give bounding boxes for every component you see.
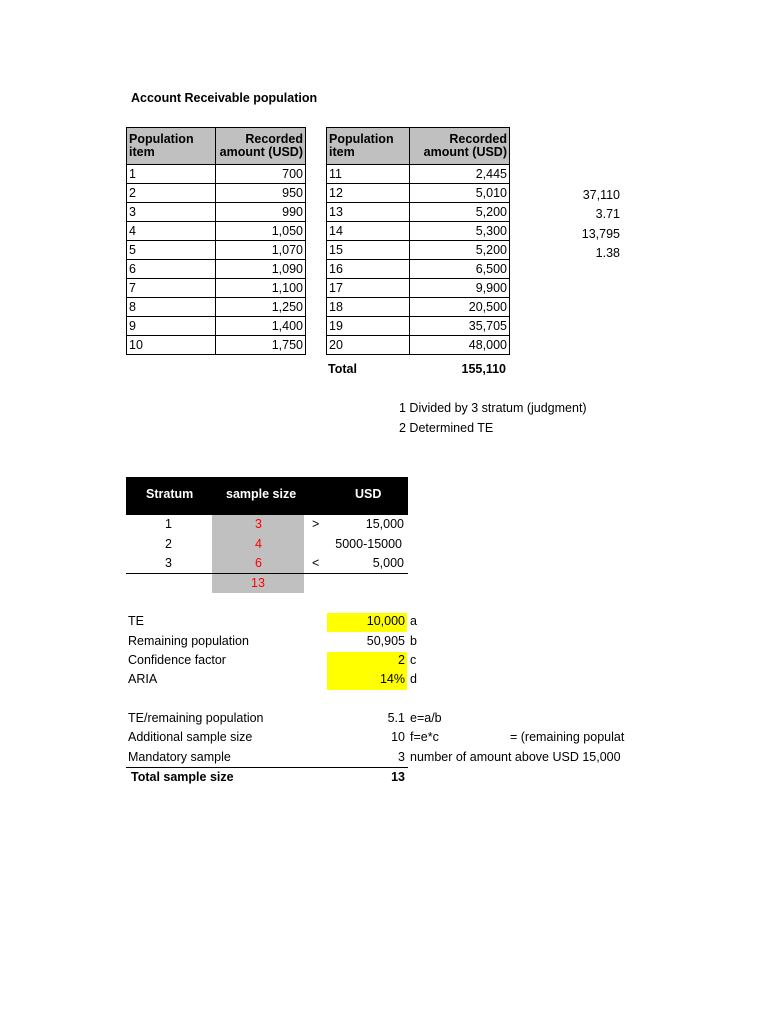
- total-sample-value: 13: [391, 770, 405, 784]
- cell-item: 4: [127, 222, 216, 241]
- stratum-usd: 5,000: [372, 556, 404, 570]
- table-row: [127, 317, 306, 336]
- cell-amount: 1,100: [216, 279, 306, 298]
- cell-amount: 5,200: [410, 241, 510, 260]
- side-value: 3.71: [595, 207, 620, 221]
- calc-value: 3: [398, 750, 405, 764]
- cell-item: 16: [327, 260, 410, 279]
- stratum-operator: <: [312, 556, 320, 570]
- cell-item: 12: [327, 184, 410, 203]
- calc-label: Additional sample size: [128, 730, 253, 744]
- cell-amount: 5,200: [410, 203, 510, 222]
- cell-amount: 1,050: [216, 222, 306, 241]
- stratum-sample-size: 3: [255, 517, 262, 531]
- side-value: 13,795: [581, 227, 620, 241]
- cell-amount: 1,400: [216, 317, 306, 336]
- table-row: [127, 184, 306, 203]
- stratum-number: 3: [165, 556, 172, 570]
- header-recorded-amount: Recorded amount (USD): [216, 128, 306, 165]
- table-row: [127, 241, 306, 260]
- param-label: ARIA: [128, 672, 158, 686]
- cell-amount: 5,300: [410, 222, 510, 241]
- stratum-usd: 15,000: [365, 517, 404, 531]
- cell-item: 9: [127, 317, 216, 336]
- cell-amount: 35,705: [410, 317, 510, 336]
- population-table-left: [126, 127, 306, 355]
- cell-item: 15: [327, 241, 410, 260]
- cell-item: 10: [127, 336, 216, 355]
- cell-amount: 950: [216, 184, 306, 203]
- header-population-item: Population item: [327, 128, 410, 165]
- table-row: [327, 279, 510, 298]
- side-value: 37,110: [582, 188, 620, 202]
- table-row: [327, 336, 510, 355]
- header-population-item: Population item: [127, 128, 216, 165]
- param-ref: c: [410, 653, 417, 667]
- cell-item: 6: [127, 260, 216, 279]
- cell-amount: 1,090: [216, 260, 306, 279]
- cell-amount: 48,000: [410, 336, 510, 355]
- cell-item: 11: [327, 165, 410, 184]
- header-recorded-amount: Recorded amount (USD): [410, 128, 510, 165]
- cell-item: 8: [127, 298, 216, 317]
- population-table-right: [326, 127, 510, 355]
- param-label: Remaining population: [128, 634, 249, 648]
- calc-label: Mandatory sample: [128, 750, 231, 764]
- calc-extra: = (remaining populat: [510, 730, 625, 744]
- note-stratum: 1 Divided by 3 stratum (judgment): [399, 401, 587, 415]
- cell-amount: 2,445: [410, 165, 510, 184]
- table-row: [127, 203, 306, 222]
- table-row: [327, 298, 510, 317]
- table-row: [327, 203, 510, 222]
- cell-amount: 1,750: [216, 336, 306, 355]
- cell-item: 3: [127, 203, 216, 222]
- calc-label: TE/remaining population: [128, 711, 264, 725]
- cell-amount: 1,070: [216, 241, 306, 260]
- param-value: 2: [398, 653, 405, 667]
- side-value: 1.38: [595, 246, 620, 260]
- header-usd: USD: [355, 487, 382, 501]
- table-row: [127, 298, 306, 317]
- param-value: 10,000: [366, 614, 405, 628]
- calc-note: number of amount above USD 15,000: [410, 750, 621, 764]
- stratum-usd: 5000-15000: [335, 537, 402, 551]
- calc-note: e=a/b: [410, 711, 442, 725]
- cell-item: 19: [327, 317, 410, 336]
- cell-item: 13: [327, 203, 410, 222]
- table-row: [327, 241, 510, 260]
- note-te: 2 Determined TE: [399, 421, 494, 435]
- calc-value: 5.1: [387, 711, 405, 725]
- cell-item: 2: [127, 184, 216, 203]
- table-row: [127, 279, 306, 298]
- calc-value: 10: [391, 730, 405, 744]
- param-value: 50,905: [366, 634, 405, 648]
- table-row: [127, 336, 306, 355]
- table-row: [327, 184, 510, 203]
- divider: [126, 767, 408, 768]
- stratum-number: 1: [165, 517, 172, 531]
- stratum-table-header: [126, 477, 408, 515]
- calc-note: f=e*c: [410, 730, 439, 744]
- cell-item: 20: [327, 336, 410, 355]
- param-value: 14%: [379, 672, 405, 686]
- cell-item: 1: [127, 165, 216, 184]
- total-value: 155,110: [461, 362, 506, 376]
- param-label: TE: [128, 614, 144, 628]
- table-row: [127, 260, 306, 279]
- divider: [126, 573, 408, 574]
- cell-item: 18: [327, 298, 410, 317]
- table-row: [327, 222, 510, 241]
- cell-item: 7: [127, 279, 216, 298]
- table-row: [327, 317, 510, 336]
- param-label: Confidence factor: [128, 653, 226, 667]
- table-row: [127, 165, 306, 184]
- cell-item: 17: [327, 279, 410, 298]
- param-ref: b: [410, 634, 417, 648]
- table-row: [327, 260, 510, 279]
- table-row: [127, 222, 306, 241]
- page-title: Account Receivable population: [131, 91, 318, 105]
- stratum-number: 2: [165, 537, 172, 551]
- stratum-sample-size: 4: [255, 537, 262, 551]
- header-sample-size: sample size: [226, 487, 297, 501]
- cell-amount: 5,010: [410, 184, 510, 203]
- stratum-total: 13: [251, 576, 265, 590]
- param-ref: d: [410, 672, 417, 686]
- cell-amount: 700: [216, 165, 306, 184]
- total-sample-label: Total sample size: [131, 770, 234, 784]
- total-label: Total: [328, 362, 357, 376]
- cell-amount: 9,900: [410, 279, 510, 298]
- cell-item: 14: [327, 222, 410, 241]
- stratum-sample-size: 6: [255, 556, 262, 570]
- header-stratum: Stratum: [146, 487, 194, 501]
- cell-amount: 20,500: [410, 298, 510, 317]
- cell-amount: 1,250: [216, 298, 306, 317]
- cell-item: 5: [127, 241, 216, 260]
- param-ref: a: [410, 614, 417, 628]
- stratum-operator: >: [312, 517, 320, 531]
- cell-amount: 6,500: [410, 260, 510, 279]
- cell-amount: 990: [216, 203, 306, 222]
- table-row: [327, 165, 510, 184]
